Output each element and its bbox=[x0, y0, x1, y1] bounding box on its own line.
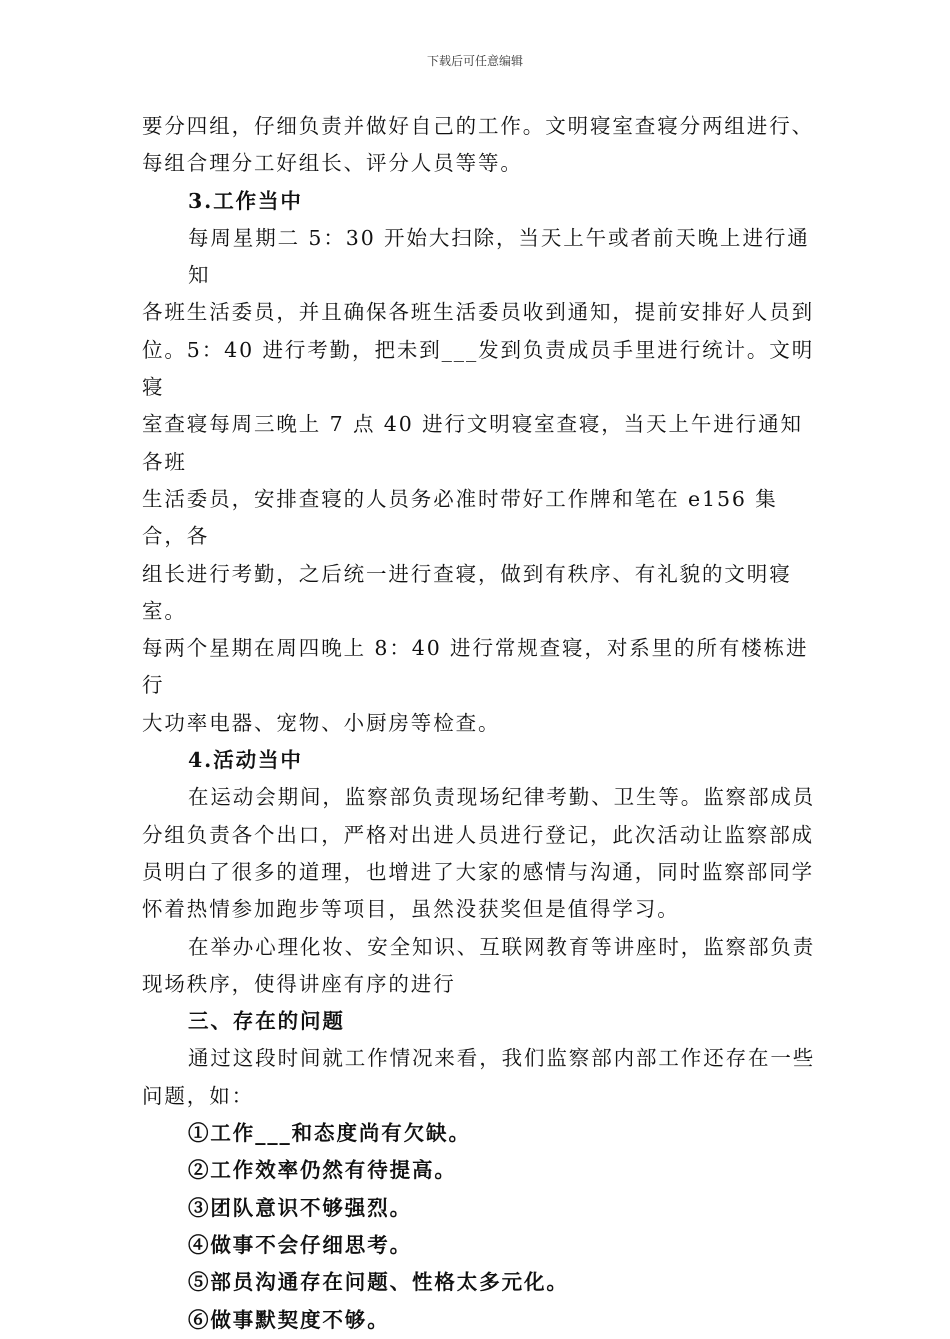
document-body bbox=[142, 108, 822, 1339]
paragraph-line: 各班生活委员，并且确保各班生活委员收到通知，提前安排好人员到 bbox=[142, 300, 814, 325]
paragraph-line: 分组负责各个出口，严格对出进人员进行登记，此次活动让监察部成 bbox=[142, 822, 814, 847]
paragraph-line: 位。5：40 进行考勤，把未到___发到负责成员手里进行统计。文明寝 bbox=[142, 337, 815, 400]
paragraph-line: 每组合理分工好组长、评分人员等等。 bbox=[142, 151, 523, 176]
problem-item: ③团队意识不够强烈。 bbox=[188, 1195, 412, 1220]
problem-item: ①工作___和态度尚有欠缺。 bbox=[188, 1121, 471, 1146]
section-heading-problems: 三、存在的问题 bbox=[188, 1009, 345, 1034]
paragraph-line: 每两个星期在周四晚上 8：40 进行常规查寝，对系里的所有楼栋进行 bbox=[142, 636, 809, 698]
paragraph-line: 大功率电器、宠物、小厨房等检查。 bbox=[142, 710, 501, 735]
problem-item: ②工作效率仍然有待提高。 bbox=[188, 1158, 457, 1183]
paragraph-line: 怀着热情参加跑步等项目，虽然没获奖但是值得学习。 bbox=[142, 897, 680, 922]
paragraph-line: 室查寝每周三晚上 7 点 40 进行文明寝室查寝，当天上午进行通知各班 bbox=[142, 412, 803, 474]
paragraph-line: 在运动会期间，监察部负责现场纪律考勤、卫生等。监察部成员 bbox=[188, 785, 816, 810]
paragraph-line: 问题，如： bbox=[142, 1083, 254, 1108]
page-header: 下载后可任意编辑 bbox=[426, 54, 523, 68]
paragraph-line: 员明白了很多的道理，也增进了大家的感情与沟通，同时监察部同学 bbox=[142, 859, 814, 884]
section-heading-work: 3.工作当中 bbox=[188, 188, 303, 213]
problem-item: ⑤部员沟通存在问题、性格太多元化。 bbox=[188, 1270, 569, 1295]
section-heading-activities: 4.活动当中 bbox=[188, 748, 303, 773]
paragraph-line: 现场秩序，使得讲座有序的进行 bbox=[142, 971, 456, 996]
problem-item: ④做事不会仔细思考。 bbox=[188, 1232, 412, 1257]
paragraph-line: 组长进行考勤，之后统一进行查寝，做到有秩序、有礼貌的文明寝室。 bbox=[142, 561, 792, 623]
paragraph-line: 每周星期二 5：30 开始大扫除，当天上午或者前天晚上进行通知 bbox=[188, 225, 810, 288]
problem-item: ⑥做事默契度不够。 bbox=[188, 1307, 390, 1332]
paragraph-line: 要分四组，仔细负责并做好自己的工作。文明寝室查寝分两组进行、 bbox=[142, 114, 814, 138]
paragraph-line: 生活委员，安排查寝的人员务必准时带好工作牌和笔在 e156 集合，各 bbox=[142, 486, 778, 549]
paragraph-line: 在举办心理化妆、安全知识、互联网教育等讲座时，监察部负责 bbox=[188, 934, 816, 959]
paragraph-line: 通过这段时间就工作情况来看，我们监察部内部工作还存在一些 bbox=[188, 1046, 816, 1071]
